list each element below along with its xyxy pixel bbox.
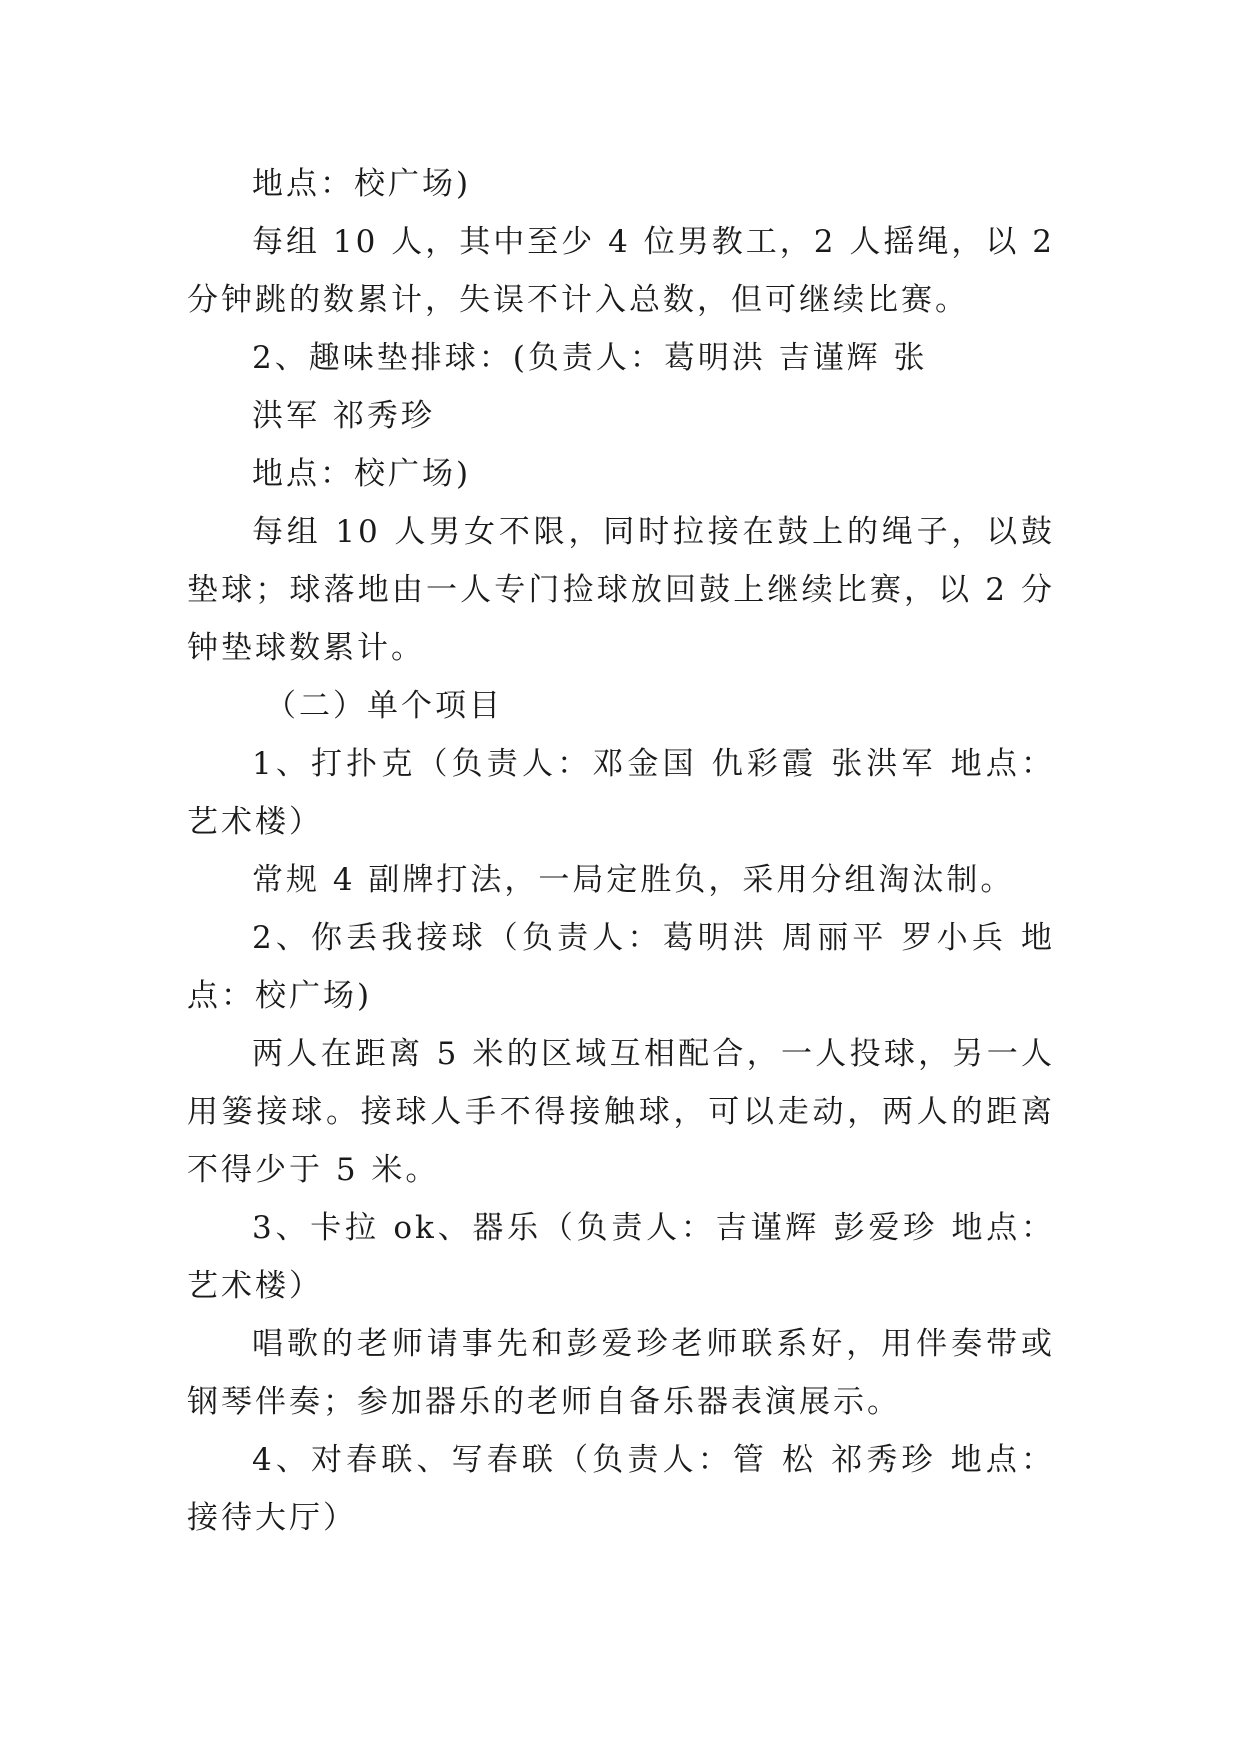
paragraph-volleyball-rules: 每组 10 人男女不限，同时拉接在鼓上的绳子，以鼓垫球；球落地由一人专门捡球放回鼓上继续比赛，以 2 分钟垫球数累计。 [187, 514, 1055, 666]
paragraph-catch-heading: 2、你丢我接球（负责人：葛明洪 周丽平 罗小兵 地点：校广场) [187, 920, 1055, 1014]
section-heading-individual: （二）单个项目 [265, 688, 503, 724]
paragraph-location-2: 地点：校广场) [252, 456, 472, 492]
paragraph-volleyball-staff: 洪军 祁秀珍 [252, 398, 435, 434]
paragraph-rope-rules: 每组 10 人，其中至少 4 位男教工，2 人摇绳，以 2 分钟跳的数累计，失误不计入总数，但可继续比赛。 [187, 224, 1055, 318]
paragraph-karaoke-heading: 3、卡拉 ok、器乐（负责人：吉谨辉 彭爱珍 地点：艺术楼） [187, 1210, 1055, 1304]
paragraph-location-1: 地点：校广场) [252, 166, 472, 202]
paragraph-volleyball-heading: 2、趣味垫排球：(负责人：葛明洪 吉谨辉 张 [252, 340, 928, 376]
paragraph-catch-rules: 两人在距离 5 米的区域互相配合，一人投球，另一人用篓接球。接球人手不得接触球，可以走动，两人的距离不得少于 5 米。 [187, 1036, 1055, 1188]
document-body [187, 155, 1055, 1547]
paragraph-couplets-heading: 4、对春联、写春联（负责人：管 松 祁秀珍 地点：接待大厅） [187, 1442, 1055, 1536]
paragraph-poker-rules: 常规 4 副牌打法，一局定胜负，采用分组淘汰制。 [252, 862, 1015, 898]
paragraph-poker-heading: 1、打扑克（负责人：邓金国 仇彩霞 张洪军 地点：艺术楼） [187, 746, 1055, 840]
paragraph-karaoke-rules: 唱歌的老师请事先和彭爱珍老师联系好，用伴奏带或钢琴伴奏；参加器乐的老师自备乐器表演展示。 [187, 1326, 1055, 1420]
